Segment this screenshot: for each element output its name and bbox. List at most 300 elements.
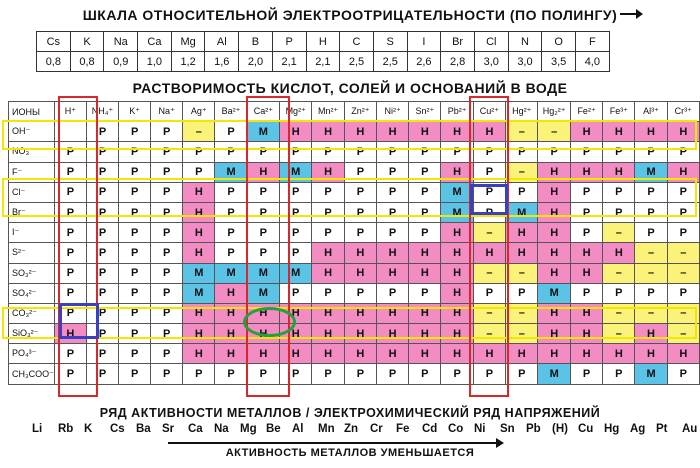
solubility-cell: Н [570, 162, 602, 182]
solubility-cell: Р [54, 182, 86, 202]
solubility-cell: Р [119, 263, 151, 283]
solubility-cell: Н [635, 324, 667, 344]
anion-header: OH⁻ [9, 122, 55, 142]
solubility-cell: Р [119, 303, 151, 323]
solubility-cell: Р [312, 364, 344, 384]
activity-metal: Cu [578, 423, 594, 435]
solubility-cell: – [506, 122, 538, 142]
element-symbol: F [576, 32, 610, 52]
solubility-cell: Р [151, 243, 183, 263]
activity-metal: Mg [240, 423, 257, 435]
solubility-cell: Р [441, 364, 473, 384]
solubility-cell: Р [344, 283, 376, 303]
solubility-cell: Н [538, 303, 571, 323]
solubility-cell: Н [377, 303, 409, 323]
solubility-cell: – [667, 263, 699, 283]
cation-header: Hg₂²⁺ [538, 102, 571, 122]
solubility-cell: Н [312, 243, 344, 263]
anion-header: I⁻ [9, 223, 55, 243]
solubility-cell: Н [667, 162, 699, 182]
solubility-cell: Р [280, 202, 312, 222]
solubility-cell: Н [570, 303, 602, 323]
solubility-cell: Р [377, 223, 409, 243]
solubility-cell: Р [86, 324, 118, 344]
solubility-cell: Р [635, 142, 667, 162]
solubility-cell: М [183, 263, 215, 283]
solubility-cell: Н [183, 344, 215, 364]
solubility-cell: – [473, 324, 505, 344]
solubility-cell: Р [570, 142, 602, 162]
solubility-cell: Р [247, 142, 279, 162]
solubility-cell: Р [409, 202, 441, 222]
solubility-cell: Р [603, 142, 635, 162]
cation-header: Ag⁺ [183, 102, 215, 122]
solubility-cell: Н [538, 202, 571, 222]
solubility-cell: Н [409, 243, 441, 263]
solubility-cell: М [247, 122, 279, 142]
solubility-cell: Р [570, 223, 602, 243]
activity-metal: Ba [136, 423, 151, 435]
solubility-cell: Н [570, 324, 602, 344]
element-symbol: B [239, 32, 273, 52]
solubility-cell: М [215, 263, 247, 283]
solubility-cell: Р [119, 182, 151, 202]
solubility-cell: Н [570, 263, 602, 283]
solubility-cell: Р [506, 283, 538, 303]
activity-metal: Pb [526, 423, 541, 435]
solubility-cell: Н [538, 243, 571, 263]
solubility-cell: Н [570, 122, 602, 142]
solubility-cell: Р [506, 142, 538, 162]
cation-header: Ba²⁺ [215, 102, 247, 122]
solubility-cell: Н [441, 303, 473, 323]
solubility-cell: – [506, 162, 538, 182]
solubility-cell: М [538, 283, 571, 303]
cation-header: Sn²⁺ [409, 102, 441, 122]
solubility-cell: Р [119, 243, 151, 263]
solubility-cell: Н [280, 122, 312, 142]
element-symbol: O [542, 32, 576, 52]
element-symbol: Cl [474, 32, 508, 52]
solubility-cell: М [247, 263, 279, 283]
solubility-cell: Р [280, 243, 312, 263]
solubility-cell: Р [280, 182, 312, 202]
solubility-cell: Р [86, 283, 118, 303]
solubility-cell: Н [603, 344, 635, 364]
solubility-cell: – [473, 263, 505, 283]
solubility-cell: Р [473, 202, 505, 222]
activity-note: АКТИВНОСТЬ МЕТАЛЛОВ УМЕНЬШАЕТСЯ [225, 447, 475, 459]
electronegativity-value: 3,0 [474, 52, 508, 72]
solubility-cell: Р [54, 283, 86, 303]
solubility-cell: М [280, 162, 312, 182]
solubility-cell: Р [86, 303, 118, 323]
solubility-cell: Н [441, 324, 473, 344]
solubility-cell: Р [377, 182, 409, 202]
electronegativity-value: 0,8 [37, 52, 71, 72]
solubility-cell: Н [538, 324, 571, 344]
element-symbol: P [272, 32, 306, 52]
solubility-cell: Н [538, 162, 571, 182]
solubility-cell: Р [570, 202, 602, 222]
solubility-cell: Р [247, 243, 279, 263]
solubility-cell: Р [215, 202, 247, 222]
solubility-cell: Н [409, 263, 441, 283]
anion-header: SO₄²⁻ [9, 283, 55, 303]
solubility-cell: Н [377, 122, 409, 142]
solubility-cell: Р [603, 202, 635, 222]
solubility-cell: Р [312, 202, 344, 222]
solubility-cell: Р [538, 142, 571, 162]
solubility-cell: Н [635, 122, 667, 142]
solubility-cell: – [183, 122, 215, 142]
solubility-cell: Р [54, 202, 86, 222]
solubility-cell: Р [312, 142, 344, 162]
solubility-cell: Н [570, 243, 602, 263]
solubility-cell: М [441, 182, 473, 202]
electronegativity-value: 1,2 [171, 52, 205, 72]
electronegativity-value: 0,8 [70, 52, 104, 72]
solubility-cell: Р [86, 202, 118, 222]
solubility-cell: Н [377, 263, 409, 283]
solubility-cell: Р [473, 283, 505, 303]
solubility-cell: Р [344, 182, 376, 202]
element-symbol: S [373, 32, 407, 52]
solubility-cell: – [506, 303, 538, 323]
solubility-cell: Н [344, 324, 376, 344]
solubility-cell: Н [247, 324, 279, 344]
element-symbol: Br [441, 32, 475, 52]
solubility-cell: Н [183, 243, 215, 263]
solubility-cell: Н [538, 344, 571, 364]
solubility-cell: Р [441, 142, 473, 162]
solubility-cell: М [441, 202, 473, 222]
electronegativity-value: 3,5 [542, 52, 576, 72]
solubility-cell: Р [409, 162, 441, 182]
solubility-cell: Н [603, 122, 635, 142]
solubility-cell: Н [667, 122, 699, 142]
solubility-cell: Н [215, 344, 247, 364]
solubility-cell: Н [344, 122, 376, 142]
cation-header: Mg²⁺ [280, 102, 312, 122]
solubility-cell: М [538, 364, 571, 384]
electronegativity-value: 1,0 [138, 52, 172, 72]
solubility-cell: Р [119, 324, 151, 344]
solubility-cell: Н [441, 223, 473, 243]
solubility-cell: М [506, 202, 538, 222]
solubility-cell: Р [151, 182, 183, 202]
solubility-cell: М [635, 364, 667, 384]
cation-header: Ca²⁺ [247, 102, 279, 122]
anion-header: SiO₃²⁻ [9, 324, 55, 344]
activity-metal: Li [32, 423, 43, 435]
anion-header: Br⁻ [9, 202, 55, 222]
solubility-cell: – [506, 263, 538, 283]
anion-header: NO₃⁻ [9, 142, 55, 162]
solubility-cell: Р [377, 142, 409, 162]
solubility-cell: Н [312, 324, 344, 344]
solubility-cell: Н [506, 223, 538, 243]
activity-metal: Hg [604, 423, 620, 435]
solubility-cell: Н [183, 324, 215, 344]
solubility-cell: Р [86, 182, 118, 202]
solubility-cell: Р [54, 344, 86, 364]
solubility-cell: Р [280, 223, 312, 243]
activity-metal: Co [448, 423, 464, 435]
cation-header: Cu²⁺ [473, 102, 505, 122]
electronegativity-value: 0,9 [104, 52, 138, 72]
cation-header: Cr³⁺ [667, 102, 699, 122]
solubility-cell: Р [312, 182, 344, 202]
solubility-cell: Н [409, 122, 441, 142]
activity-metal: Pt [656, 423, 668, 435]
anion-header: CH₃COO⁻ [9, 364, 55, 384]
solubility-cell: Р [344, 202, 376, 222]
solubility-cell: Н [409, 344, 441, 364]
solubility-cell: Н [473, 243, 505, 263]
solubility-cell: Н [54, 324, 86, 344]
activity-metal: (H) [552, 423, 568, 435]
solubility-cell: Н [312, 162, 344, 182]
solubility-cell: Н [377, 324, 409, 344]
activity-metal: Al [292, 423, 304, 435]
solubility-cell: Р [151, 162, 183, 182]
solubility-cell: – [603, 223, 635, 243]
solubility-cell: Р [635, 223, 667, 243]
solubility-cell: Н [215, 303, 247, 323]
activity-series [0, 423, 700, 443]
anion-header: S²⁻ [9, 243, 55, 263]
solubility-cell: Р [119, 122, 151, 142]
solubility-cell: Н [441, 283, 473, 303]
electronegativity-value: 3,0 [508, 52, 542, 72]
electronegativity-value: 2,6 [407, 52, 441, 72]
solubility-cell: Р [603, 283, 635, 303]
solubility-cell: Р [86, 243, 118, 263]
solubility-cell: Н [441, 344, 473, 364]
element-symbol: Al [205, 32, 239, 52]
anion-header: SO₃²⁻ [9, 263, 55, 283]
anion-header: CO₃²⁻ [9, 303, 55, 323]
solubility-cell: Р [409, 283, 441, 303]
solubility-cell: Н [473, 122, 505, 142]
activity-metal: Cd [422, 423, 438, 435]
solubility-cell: – [635, 263, 667, 283]
solubility-cell: Р [119, 142, 151, 162]
solubility-cell: Р [409, 364, 441, 384]
solubility-cell: Р [280, 142, 312, 162]
arrow-icon [620, 13, 638, 15]
solubility-cell: Р [119, 283, 151, 303]
solubility-cell: Р [247, 364, 279, 384]
solubility-cell: Р [54, 243, 86, 263]
activity-metal: Ag [630, 423, 646, 435]
solubility-cell: Н [344, 263, 376, 283]
cation-header: H⁺ [54, 102, 86, 122]
solubility-cell: Р [344, 223, 376, 243]
solubility-cell: Р [215, 243, 247, 263]
solubility-cell: Р [119, 344, 151, 364]
solubility-cell: Н [247, 162, 279, 182]
solubility-cell: Н [506, 344, 538, 364]
solubility-cell: Р [119, 202, 151, 222]
solubility-cell: Н [377, 344, 409, 364]
solubility-cell: Н [441, 263, 473, 283]
activity-metal: Na [214, 423, 229, 435]
solubility-cell: – [506, 324, 538, 344]
solubility-cell: Р [377, 202, 409, 222]
solubility-cell: Р [54, 303, 86, 323]
solubility-cell: Н [506, 243, 538, 263]
solubility-cell: Н [247, 303, 279, 323]
solubility-cell: Р [312, 283, 344, 303]
cation-header: Pb²⁺ [441, 102, 473, 122]
activity-metal: Cr [370, 423, 383, 435]
anion-header: F⁻ [9, 162, 55, 182]
solubility-cell: Р [377, 364, 409, 384]
solubility-cell: Н [538, 182, 571, 202]
solubility-cell: Р [280, 364, 312, 384]
electronegativity-value: 2,8 [441, 52, 475, 72]
solubility-cell [54, 122, 86, 142]
solubility-cell: Р [119, 364, 151, 384]
solubility-cell: Р [409, 142, 441, 162]
solubility-cell: Р [635, 182, 667, 202]
electronegativity-value: 2,5 [373, 52, 407, 72]
solubility-cell: Р [635, 202, 667, 222]
electronegativity-value: 1,6 [205, 52, 239, 72]
cation-header: Fe²⁺ [570, 102, 602, 122]
solubility-cell: – [667, 243, 699, 263]
solubility-cell: Р [54, 364, 86, 384]
element-symbol: Na [104, 32, 138, 52]
activity-metal: Sr [162, 423, 175, 435]
cation-header: Al³⁺ [635, 102, 667, 122]
solubility-cell: Н [183, 303, 215, 323]
element-symbol: N [508, 32, 542, 52]
solubility-cell: Р [151, 122, 183, 142]
activity-metal: Fe [396, 423, 410, 435]
solubility-cell: Р [86, 223, 118, 243]
solubility-cell: Р [667, 223, 699, 243]
solubility-cell: Р [344, 162, 376, 182]
solubility-cell: Н [247, 344, 279, 364]
solubility-cell: Н [344, 344, 376, 364]
cation-header: Na⁺ [151, 102, 183, 122]
solubility-cell: Р [247, 182, 279, 202]
solubility-cell: Р [151, 142, 183, 162]
solubility-cell: – [603, 324, 635, 344]
solubility-cell: Н [344, 303, 376, 323]
solubility-cell: – [667, 303, 699, 323]
solubility-cell: Р [183, 142, 215, 162]
solubility-cell: Н [280, 324, 312, 344]
solubility-cell: – [667, 324, 699, 344]
electronegativity-title: ШКАЛА ОТНОСИТЕЛЬНОЙ ЭЛЕКТРООТРИЦАТЕЛЬНОСТИ (ПО ПОЛИНГУ) [82, 7, 618, 23]
solubility-cell: Р [183, 364, 215, 384]
solubility-cell: Р [570, 283, 602, 303]
solubility-cell: Р [54, 263, 86, 283]
cation-header: Zn²⁺ [344, 102, 376, 122]
activity-metal: Ca [188, 423, 203, 435]
solubility-cell: Р [667, 202, 699, 222]
solubility-cell: Р [506, 364, 538, 384]
solubility-cell: М [183, 283, 215, 303]
activity-metal: Zn [344, 423, 359, 435]
solubility-cell: Р [409, 223, 441, 243]
solubility-cell: Р [603, 182, 635, 202]
solubility-cell: Р [667, 283, 699, 303]
solubility-cell: Н [603, 243, 635, 263]
solubility-cell: Р [247, 202, 279, 222]
activity-title: РЯД АКТИВНОСТИ МЕТАЛЛОВ / ЭЛЕКТРОХИМИЧЕСКИЙ РЯД НАПРЯЖЕНИЙ [99, 406, 601, 420]
solubility-cell: Н [280, 303, 312, 323]
solubility-cell: Р [280, 283, 312, 303]
cation-header: NH₄⁺ [86, 102, 118, 122]
solubility-cell: Р [86, 142, 118, 162]
cation-header: K⁺ [119, 102, 151, 122]
solubility-cell: Н [312, 344, 344, 364]
activity-metal: Sn [500, 423, 515, 435]
solubility-cell: Н [441, 122, 473, 142]
electronegativity-value: 2,1 [272, 52, 306, 72]
activity-metal: Ni [474, 423, 486, 435]
solubility-cell: Р [473, 182, 505, 202]
solubility-cell: Р [151, 202, 183, 222]
solubility-cell: Р [54, 223, 86, 243]
solubility-cell: Р [312, 223, 344, 243]
solubility-cell: Р [215, 122, 247, 142]
cation-header: Ni²⁺ [377, 102, 409, 122]
cation-header: Hg²⁺ [506, 102, 538, 122]
solubility-cell: Р [344, 142, 376, 162]
solubility-cell: Р [570, 364, 602, 384]
ions-header: ИОНЫ [9, 102, 55, 122]
solubility-cell: Н [377, 243, 409, 263]
solubility-cell: Н [441, 243, 473, 263]
solubility-cell: Р [119, 223, 151, 243]
solubility-cell: Р [603, 364, 635, 384]
solubility-cell: Р [377, 283, 409, 303]
element-symbol: C [340, 32, 374, 52]
activity-metal: Rb [58, 423, 74, 435]
cation-header: Fe³⁺ [603, 102, 635, 122]
cation-header: Mn²⁺ [312, 102, 344, 122]
electronegativity-value: 2,1 [306, 52, 340, 72]
solubility-cell: Р [667, 182, 699, 202]
solubility-cell: – [473, 303, 505, 323]
solubility-cell: Н [312, 263, 344, 283]
solubility-cell: Н [215, 283, 247, 303]
solubility-cell: Р [86, 122, 118, 142]
solubility-cell: Р [473, 364, 505, 384]
solubility-cell: – [603, 303, 635, 323]
solubility-cell: Н [667, 344, 699, 364]
solubility-cell: М [635, 162, 667, 182]
solubility-cell: Р [119, 162, 151, 182]
solubility-cell: Н [312, 303, 344, 323]
solubility-cell: Н [538, 263, 571, 283]
solubility-cell: Р [151, 364, 183, 384]
solubility-cell: Р [667, 364, 699, 384]
solubility-cell: Н [441, 162, 473, 182]
activity-metal: K [84, 423, 93, 435]
electronegativity-value: 4,0 [576, 52, 610, 72]
anion-header: PO₄³⁻ [9, 344, 55, 364]
element-symbol: H [306, 32, 340, 52]
solubility-cell: Н [570, 344, 602, 364]
element-symbol: K [70, 32, 104, 52]
